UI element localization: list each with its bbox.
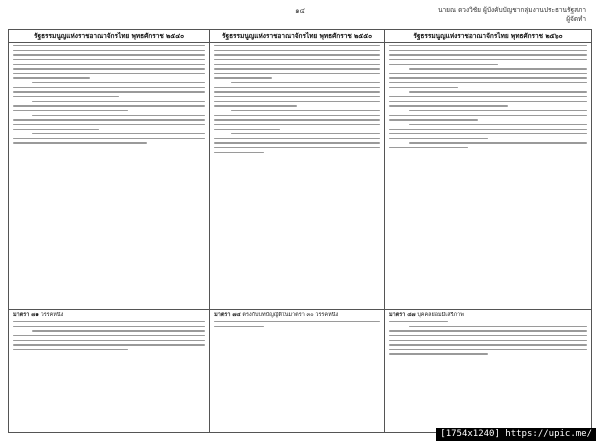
text-line [389, 105, 508, 106]
text-line [214, 73, 380, 74]
text-block [13, 45, 205, 307]
text-line [389, 54, 587, 55]
text-line [231, 82, 380, 83]
paragraph [214, 133, 380, 153]
text-line [231, 133, 380, 134]
paragraph [13, 133, 205, 144]
text-line [389, 87, 458, 88]
section-title: วรรคหนึ่ง [40, 312, 64, 318]
text-line [32, 101, 205, 102]
column-header-2540: รัฐธรรมนูญแห่งราชอาณาจักรไทย พุทธศักราช ๒๕๔๐ [9, 30, 210, 43]
text-line [389, 77, 587, 78]
text-line [214, 91, 380, 92]
text-line [32, 82, 205, 83]
text-line [389, 147, 468, 148]
text-line [13, 335, 205, 336]
text-line [409, 110, 587, 111]
paragraph [13, 101, 205, 112]
text-line [13, 91, 205, 92]
text-line [13, 129, 99, 130]
paragraph [214, 45, 380, 79]
body-cell-2540 [9, 43, 210, 310]
text-line [13, 321, 205, 322]
text-line [389, 335, 587, 336]
text-line [214, 101, 380, 102]
table-section-row [9, 310, 592, 433]
text-line [13, 124, 205, 125]
text-line [389, 115, 587, 116]
text-line [214, 105, 297, 106]
text-line [214, 45, 380, 46]
paragraph [389, 110, 587, 121]
text-line [214, 115, 380, 116]
section-number: มาตรา ๔๗ [389, 312, 416, 318]
text-line [389, 73, 587, 74]
text-line [389, 64, 498, 65]
text-line [13, 105, 205, 106]
text-line [409, 142, 587, 143]
text-line [389, 82, 587, 83]
text-line [214, 129, 280, 130]
text-line [214, 152, 264, 153]
section-cell-2550 [210, 310, 385, 433]
text-line [13, 45, 205, 46]
text-line [389, 101, 587, 102]
paragraph [13, 82, 205, 97]
text-line [389, 129, 587, 130]
body-cell-2560 [385, 43, 592, 310]
paragraph [389, 68, 587, 88]
text-line [389, 321, 448, 322]
text-line [389, 59, 587, 60]
text-line [409, 91, 587, 92]
table-header-row [9, 30, 592, 43]
text-line [389, 96, 587, 97]
section-number: มาตรา ๗๑ [13, 312, 39, 318]
author-block [438, 6, 586, 24]
section-cell-2560 [385, 310, 592, 433]
section-title: ตรงกับบทบัญญัติในมาตรา ๓๐ วรรคหนึ่ง [242, 312, 339, 318]
paragraph [389, 45, 587, 65]
text-line [389, 340, 587, 341]
text-line [13, 50, 205, 51]
text-line [214, 326, 264, 327]
body-cell-2550 [210, 43, 385, 310]
text-line [389, 138, 488, 139]
text-block [214, 45, 380, 307]
text-line [214, 68, 380, 69]
text-line [389, 119, 478, 120]
section-heading [214, 312, 380, 319]
text-line [409, 124, 587, 125]
section-title: บุคคลย่อมมีเสรีภาพ [417, 312, 464, 318]
text-line [32, 330, 205, 331]
section-heading [13, 312, 205, 319]
text-line [389, 344, 587, 345]
author-role: ผู้จัดทำ [566, 15, 586, 23]
text-line [13, 73, 205, 74]
text-line [13, 326, 205, 327]
column-header-2550: รัฐธรรมนูญแห่งราชอาณาจักรไทย พุทธศักราช ๒๕๕๐ [210, 30, 385, 43]
paragraph [13, 45, 205, 79]
text-line [32, 133, 205, 134]
paragraph [214, 82, 380, 107]
text-line [13, 340, 205, 341]
column-header-2560: รัฐธรรมนูญแห่งราชอาณาจักรไทย พุทธศักราช ๒๕๖๐ [385, 30, 592, 43]
text-line [231, 110, 380, 111]
text-line [389, 330, 587, 331]
text-line [409, 68, 587, 69]
paragraph [214, 110, 380, 130]
text-line [214, 124, 380, 125]
section-number: มาตรา ๗๔ [214, 312, 241, 318]
text-line [13, 77, 90, 78]
text-line [13, 68, 205, 69]
text-line [389, 45, 587, 46]
comparison-table [8, 29, 592, 433]
text-line [214, 96, 380, 97]
text-line [214, 64, 380, 65]
text-line [13, 344, 205, 345]
text-line [13, 349, 128, 350]
paragraph [389, 142, 587, 148]
text-line [214, 138, 380, 139]
page-number: ๑๔ [295, 7, 305, 15]
text-line [214, 147, 380, 148]
text-line [409, 326, 587, 327]
text-line [214, 321, 380, 322]
text-line [214, 87, 380, 88]
text-block [389, 45, 587, 307]
paragraph [389, 91, 587, 106]
text-line [13, 119, 205, 120]
text-line [214, 142, 380, 143]
image-size-watermark: [1754x1240] https://upic.me/ [436, 428, 596, 441]
text-line [13, 64, 205, 65]
paragraph [389, 124, 587, 139]
text-line [389, 50, 587, 51]
paragraph [13, 115, 205, 130]
text-line [389, 133, 587, 134]
text-line [214, 59, 380, 60]
text-line [13, 87, 205, 88]
text-line [32, 115, 205, 116]
text-line [13, 142, 147, 143]
text-line [214, 54, 380, 55]
section-heading [389, 312, 587, 319]
text-line [13, 138, 205, 139]
text-line [13, 110, 128, 111]
text-line [13, 54, 205, 55]
text-line [13, 59, 205, 60]
text-line [214, 50, 380, 51]
text-line [214, 119, 380, 120]
table-body-row [9, 43, 592, 310]
text-line [13, 96, 119, 97]
section-cell-2540 [9, 310, 210, 433]
text-line [214, 77, 272, 78]
text-line [389, 349, 587, 350]
text-line [389, 353, 488, 354]
author-name: นายณ ดวงวิชัย ผู้บังคับบัญชากลุ่มงานประธานรัฐสภา [438, 6, 586, 14]
